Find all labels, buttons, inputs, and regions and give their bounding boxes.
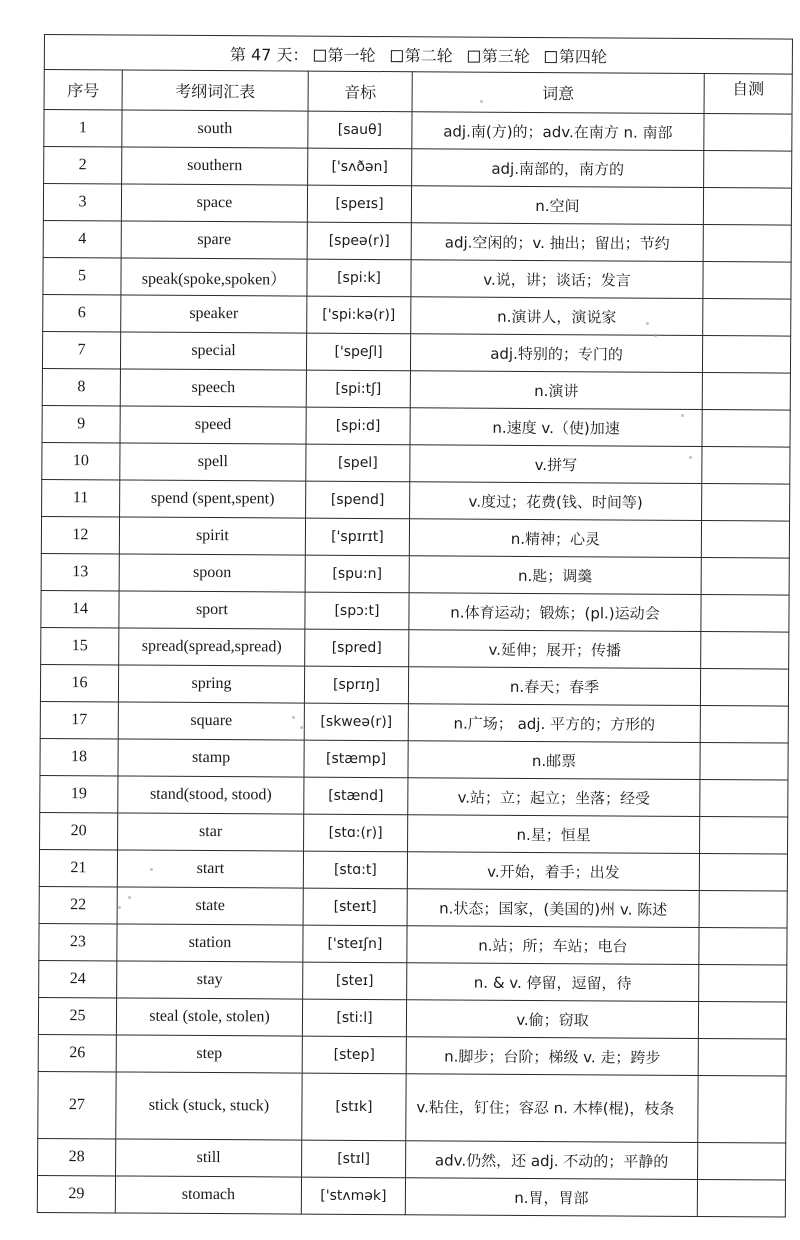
- row-index: 27: [38, 1071, 116, 1138]
- row-index: 26: [38, 1034, 116, 1071]
- row-meaning: v.站；立；起立；坐落；经受: [408, 778, 700, 817]
- row-index: 15: [41, 627, 119, 664]
- round-4-checkbox[interactable]: [545, 51, 557, 63]
- row-meaning: n.胃，胃部: [405, 1178, 697, 1217]
- row-meaning: adj.南(方)的；adv.在南方 n. 南部: [412, 112, 704, 151]
- row-self-test-cell[interactable]: [698, 1076, 786, 1144]
- title-cell: [44, 35, 792, 75]
- table-row: [41, 553, 789, 595]
- row-phonetic: [spred]: [305, 629, 409, 667]
- row-phonetic: [stænd]: [304, 777, 408, 815]
- row-meaning: n.邮票: [408, 741, 700, 780]
- row-word: stand(stood, stood): [118, 776, 304, 814]
- table-row: [41, 516, 789, 558]
- row-meaning: n.站；所；车站；电台: [407, 926, 699, 965]
- row-phonetic: [spi:tʃ]: [306, 370, 410, 408]
- row-phonetic: ['speʃl]: [306, 333, 410, 371]
- row-meaning: n.匙；调羹: [409, 556, 701, 595]
- row-meaning: n.精神；心灵: [409, 519, 701, 558]
- row-index: 12: [41, 516, 119, 553]
- row-meaning: adj.南部的，南方的: [412, 149, 704, 188]
- row-index: 29: [37, 1175, 115, 1212]
- row-phonetic: [stɑ:(r)]: [304, 814, 408, 852]
- table-row: [44, 147, 792, 189]
- table-row: [41, 590, 789, 632]
- table-row: [41, 627, 789, 669]
- row-phonetic: [skweə(r)]: [304, 703, 408, 741]
- round-3-label: 第三轮: [481, 46, 530, 66]
- table-row: [40, 738, 788, 780]
- row-index: 5: [43, 257, 121, 294]
- row-meaning: adj.空闲的；v. 抽出；留出；节约: [411, 223, 703, 262]
- header-meaning: 词意: [412, 72, 704, 114]
- row-phonetic: [spi:k]: [307, 259, 411, 297]
- row-self-test-cell[interactable]: [703, 262, 791, 300]
- title-row: [44, 35, 792, 75]
- row-word: spend (spent,spent): [120, 480, 306, 518]
- row-index: 23: [39, 923, 117, 960]
- row-phonetic: [spu:n]: [305, 555, 409, 593]
- row-phonetic: [sprɪŋ]: [304, 666, 408, 704]
- scan-speckle: [128, 896, 131, 899]
- row-phonetic: [stæmp]: [304, 740, 408, 778]
- row-self-test-cell[interactable]: [701, 595, 789, 633]
- row-self-test-cell[interactable]: [703, 225, 791, 263]
- row-index: 17: [40, 701, 118, 738]
- row-phonetic: [spend]: [306, 481, 410, 519]
- row-word: stamp: [118, 739, 304, 777]
- row-phonetic: [sti:l]: [302, 999, 406, 1037]
- row-word: spread(spread,spread): [119, 628, 305, 666]
- row-phonetic: [stɪl]: [302, 1140, 406, 1178]
- row-word: state: [117, 887, 303, 925]
- row-word: still: [116, 1139, 302, 1177]
- table-row: [38, 1071, 786, 1143]
- row-self-test-cell[interactable]: [699, 928, 787, 966]
- row-meaning: n.春天；春季: [408, 667, 700, 706]
- row-index: 8: [42, 368, 120, 405]
- row-self-test-cell[interactable]: [698, 1143, 786, 1181]
- row-self-test-cell[interactable]: [698, 1002, 786, 1040]
- row-self-test-cell[interactable]: [701, 632, 789, 670]
- row-meaning: n.演讲: [410, 371, 702, 410]
- row-index: 16: [40, 664, 118, 701]
- row-self-test-cell[interactable]: [699, 854, 787, 892]
- row-meaning: v.延伸；展开；传播: [409, 630, 701, 669]
- row-self-test-cell[interactable]: [702, 447, 790, 485]
- table-row: [42, 442, 790, 484]
- row-meaning: adj.特别的；专门的: [410, 334, 702, 373]
- round-3-checkbox[interactable]: [468, 50, 480, 62]
- header-phonetic: 音标: [308, 71, 412, 112]
- row-meaning: n.广场； adj. 平方的；方形的: [408, 704, 700, 743]
- row-meaning: n.空间: [411, 186, 703, 225]
- round-2-checkbox[interactable]: [391, 50, 403, 62]
- row-word: space: [121, 184, 307, 222]
- row-index: 9: [42, 405, 120, 442]
- row-word: stay: [117, 961, 303, 999]
- row-phonetic: ['steɪʃn]: [303, 925, 407, 963]
- row-self-test-cell[interactable]: [702, 484, 790, 522]
- round-2-label: 第二轮: [404, 45, 453, 65]
- row-meaning: n.体育运动；锻炼；(pl.)运动会: [409, 593, 701, 632]
- table-row: [43, 257, 791, 299]
- table-row: [38, 997, 786, 1039]
- row-self-test-cell[interactable]: [698, 1039, 786, 1077]
- scan-speckle: [150, 868, 153, 871]
- row-word: southern: [122, 147, 308, 185]
- row-meaning: n.星；恒星: [408, 815, 700, 854]
- table-row: [42, 368, 790, 410]
- table-row: [40, 701, 788, 743]
- scan-speckle: [118, 906, 121, 909]
- table-row: [44, 110, 792, 152]
- vocabulary-sheet: [37, 34, 792, 1218]
- round-1[interactable]: [313, 42, 375, 65]
- row-index: 11: [42, 479, 120, 516]
- row-word: speak(spoke,spoken）: [121, 258, 307, 296]
- row-word: spoon: [119, 554, 305, 592]
- table-row: [43, 184, 791, 226]
- row-phonetic: [sauθ]: [308, 111, 412, 149]
- row-phonetic: [speə(r)]: [307, 222, 411, 260]
- row-word: speed: [120, 406, 306, 444]
- table-row: [40, 664, 788, 706]
- scan-speckle: [681, 414, 684, 417]
- row-phonetic: ['spi:kə(r)]: [307, 296, 411, 334]
- header-self-test: 自测: [704, 74, 792, 115]
- row-word: stomach: [115, 1176, 301, 1214]
- row-word: spell: [120, 443, 306, 481]
- row-word: square: [118, 702, 304, 740]
- row-word: special: [120, 332, 306, 370]
- row-index: 3: [43, 184, 121, 221]
- row-word: station: [117, 924, 303, 962]
- row-self-test-cell[interactable]: [701, 558, 789, 596]
- header-word: 考纲词汇表: [122, 70, 308, 111]
- table-row: [42, 479, 790, 521]
- row-word: step: [116, 1035, 302, 1073]
- row-self-test-cell[interactable]: [700, 817, 788, 855]
- row-self-test-cell[interactable]: [697, 1180, 785, 1218]
- scan-speckle: [292, 716, 295, 719]
- row-phonetic: [spel]: [306, 444, 410, 482]
- row-phonetic: [speɪs]: [307, 185, 411, 223]
- scan-speckle: [480, 100, 483, 103]
- row-word: speaker: [121, 295, 307, 333]
- row-self-test-cell[interactable]: [702, 373, 790, 411]
- table-row: [38, 1034, 786, 1076]
- row-self-test-cell[interactable]: [704, 151, 792, 189]
- scan-speckle: [300, 726, 303, 729]
- row-index: 19: [40, 775, 118, 812]
- row-word: spirit: [119, 517, 305, 555]
- row-meaning: v.粘住，钉住；容忍 n. 木棒(棍)，枝条: [406, 1074, 698, 1143]
- row-meaning: n.状态；国家，(美国的)州 v. 陈述: [407, 889, 699, 928]
- row-meaning: n.脚步；台阶；梯级 v. 走；跨步: [406, 1037, 698, 1076]
- row-index: 7: [42, 331, 120, 368]
- row-phonetic: [steɪ]: [303, 962, 407, 1000]
- vocabulary-table: [37, 34, 793, 1218]
- row-self-test-cell[interactable]: [699, 965, 787, 1003]
- row-index: 4: [43, 220, 121, 257]
- row-meaning: v.度过；花费(钱、时间等): [410, 482, 702, 521]
- header-row: [44, 70, 792, 115]
- row-meaning: n. & v. 停留，逗留，待: [407, 963, 699, 1002]
- row-meaning: v.拼写: [410, 445, 702, 484]
- row-self-test-cell[interactable]: [700, 706, 788, 744]
- row-word: star: [118, 813, 304, 851]
- row-self-test-cell[interactable]: [701, 521, 789, 559]
- row-word: stick (stuck, stuck): [116, 1072, 302, 1140]
- table-row: [38, 1138, 786, 1180]
- row-self-test-cell[interactable]: [700, 780, 788, 818]
- row-index: 6: [43, 294, 121, 331]
- header-index: 序号: [44, 70, 122, 110]
- row-index: 1: [44, 110, 122, 147]
- round-1-label: 第一轮: [327, 45, 376, 65]
- round-4-label: 第四轮: [558, 46, 607, 66]
- row-index: 2: [44, 147, 122, 184]
- row-phonetic: ['sʌðən]: [308, 148, 412, 186]
- row-index: 24: [39, 960, 117, 997]
- table-row: [40, 775, 788, 817]
- row-index: 22: [39, 886, 117, 923]
- table-row: [39, 923, 787, 965]
- round-3[interactable]: [458, 43, 530, 66]
- table-row: [39, 886, 787, 928]
- table-row: [43, 220, 791, 262]
- row-index: 18: [40, 738, 118, 775]
- table-row: [39, 960, 787, 1002]
- row-phonetic: [step]: [302, 1036, 406, 1074]
- row-self-test-cell[interactable]: [704, 114, 792, 152]
- row-self-test-cell[interactable]: [703, 188, 791, 226]
- scan-speckle: [646, 322, 649, 325]
- table-row: [40, 812, 788, 854]
- table-row: [42, 405, 790, 447]
- row-phonetic: [spɔ:t]: [305, 592, 409, 630]
- round-4[interactable]: [535, 43, 607, 66]
- row-phonetic: [spi:d]: [306, 407, 410, 445]
- row-word: sport: [119, 591, 305, 629]
- row-phonetic: ['spɪrɪt]: [305, 518, 409, 556]
- row-phonetic: [steɪt]: [303, 888, 407, 926]
- round-1-checkbox[interactable]: [314, 49, 326, 61]
- row-index: 13: [41, 553, 119, 590]
- row-self-test-cell[interactable]: [702, 336, 790, 374]
- row-phonetic: [stɑ:t]: [303, 851, 407, 889]
- row-phonetic: [stɪk]: [302, 1073, 406, 1141]
- row-phonetic: ['stʌmək]: [301, 1177, 405, 1215]
- scan-speckle: [689, 456, 692, 459]
- row-index: 25: [38, 997, 116, 1034]
- row-word: steal (stole, stolen): [116, 998, 302, 1036]
- row-meaning: n.演讲人，演说家: [411, 297, 703, 336]
- scan-speckle: [654, 334, 657, 337]
- row-word: south: [122, 110, 308, 148]
- row-meaning: v.偷；窃取: [406, 1000, 698, 1039]
- row-meaning: v.开始，着手；出发: [407, 852, 699, 891]
- row-word: spare: [121, 221, 307, 259]
- row-index: 14: [41, 590, 119, 627]
- row-self-test-cell[interactable]: [700, 743, 788, 781]
- row-word: spring: [118, 665, 304, 703]
- row-index: 20: [40, 812, 118, 849]
- row-word: speech: [120, 369, 306, 407]
- row-index: 10: [42, 442, 120, 479]
- table-row: [37, 1175, 785, 1217]
- row-self-test-cell[interactable]: [699, 891, 787, 929]
- table-row: [43, 294, 791, 336]
- round-2[interactable]: [381, 43, 453, 66]
- row-self-test-cell[interactable]: [703, 299, 791, 337]
- row-self-test-cell[interactable]: [702, 410, 790, 448]
- row-word: start: [117, 850, 303, 888]
- row-index: 21: [39, 849, 117, 886]
- table-row: [42, 331, 790, 373]
- row-meaning: adv.仍然，还 adj. 不动的；平静的: [406, 1141, 698, 1180]
- row-meaning: v.说，讲；谈话；发言: [411, 260, 703, 299]
- row-self-test-cell[interactable]: [700, 669, 788, 707]
- day-label: 第 47 天：: [229, 44, 309, 65]
- row-meaning: n.速度 v.（使)加速: [410, 408, 702, 447]
- row-index: 28: [38, 1138, 116, 1175]
